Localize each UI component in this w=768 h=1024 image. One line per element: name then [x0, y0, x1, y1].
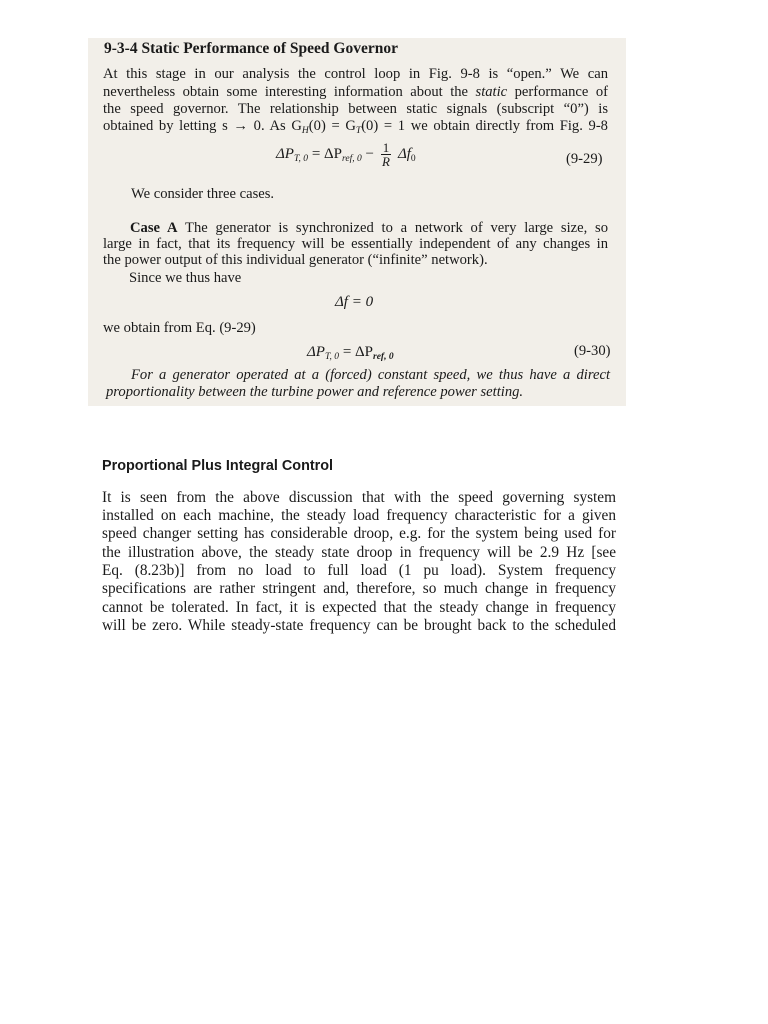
paragraph-line — [130, 220, 608, 237]
eq-term: ΔP — [307, 344, 325, 360]
fraction-denominator: R — [381, 154, 390, 169]
paragraph-line: cannot be tolerated. In fact, it is expected that the steady change in frequency — [102, 599, 616, 616]
eq-subscript: ref, 0 — [342, 153, 362, 164]
paragraph-line: It is seen from the above discussion that with the speed governing system — [102, 489, 616, 506]
paragraph-line: installed on each machine, the steady load frequency characteristic for a given — [102, 507, 616, 524]
paragraph-line: the power output of this individual generator (“infinite” network). — [103, 252, 488, 268]
italic-word: static — [475, 84, 508, 100]
equation-number: (9-30) — [574, 343, 611, 359]
text-span: obtained by letting s → 0. As G — [103, 118, 302, 134]
subscript: T — [355, 126, 362, 136]
eq-term: = ΔP — [342, 344, 374, 360]
eq-minus: − — [365, 145, 374, 162]
paragraph-line: Since we thus have — [129, 270, 242, 286]
paragraph-line: large in fact, that its frequency will be essentially independent of any changes in — [103, 236, 608, 252]
eq-term: Δf — [397, 145, 411, 162]
text-span: performance of — [514, 84, 608, 100]
text-span: The generator is synchronized to a network of very large size, so — [185, 220, 608, 236]
paragraph-line — [103, 84, 608, 101]
text-span: nevertheless obtain some interesting information about the — [103, 84, 469, 100]
paragraph-line — [103, 118, 608, 136]
case-label: Case A — [130, 220, 178, 236]
conclusion-line: For a generator operated at a (forced) constant speed, we thus have a direct — [131, 367, 610, 383]
equation-df: Δf = 0 — [335, 294, 374, 310]
paragraph-line: specifications are rather stringent and, therefore, so much change in frequency — [102, 580, 616, 597]
equation-9-30 — [307, 344, 394, 362]
paragraph-line: At this stage in our analysis the control loop in Fig. 9-8 is “open.” We can — [103, 66, 608, 82]
cases-intro: We consider three cases. — [131, 186, 275, 202]
eq-term: ΔP — [276, 145, 294, 162]
text-span: (0) = 1 we obtain directly from Fig. 9-8 — [361, 118, 608, 134]
text-span: (0) = G — [308, 118, 356, 134]
fraction-numerator: 1 — [382, 140, 390, 155]
subscript: H — [301, 126, 309, 136]
paragraph-line: will be zero. While steady-state frequency can be brought back to the scheduled — [102, 617, 616, 634]
paragraph-line: speed changer setting has considerable droop, e.g. for the system being used for — [102, 525, 616, 542]
eq-subscript: 0 — [410, 153, 416, 164]
equation-number: (9-29) — [566, 151, 603, 167]
eq-term: = ΔP — [311, 145, 343, 162]
conclusion-line: proportionality between the turbine power and reference power setting. — [106, 384, 524, 400]
paragraph-line: Eq. (8.23b)] from no load to full load (1 pu load). System frequency — [102, 562, 616, 579]
eq-subscript: T, 0 — [293, 153, 309, 164]
section-heading: 9-3-4 Static Performance of Speed Governor — [104, 40, 398, 57]
paragraph-line: the illustration above, the steady state droop in frequency will be 2.9 Hz [see — [102, 544, 616, 561]
eq-fraction — [381, 141, 392, 168]
eq-subscript: T, 0 — [324, 352, 340, 362]
section-heading: Proportional Plus Integral Control — [102, 458, 334, 474]
paragraph-line: the speed governor. The relationship between static signals (subscript “0”) is — [103, 101, 608, 117]
eq-subscript: ref, 0 — [373, 352, 394, 362]
equation-9-29 — [276, 141, 416, 168]
paragraph-line: we obtain from Eq. (9-29) — [103, 320, 256, 336]
